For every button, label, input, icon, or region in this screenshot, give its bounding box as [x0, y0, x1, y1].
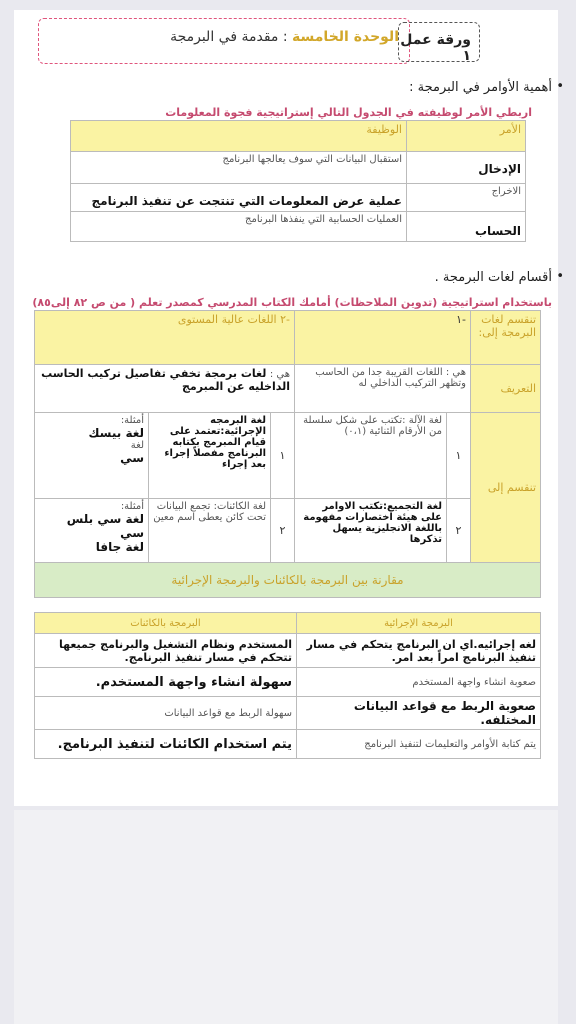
- comparison-table: [34, 612, 541, 759]
- command-answer: الإدخال: [478, 162, 521, 176]
- examples-cell-1: [35, 413, 149, 499]
- object-point-3: سهولة الربط مع قواعد البيانات: [35, 697, 297, 730]
- procedural-point-2: صعوبة انشاء واجهة المستخدم: [297, 668, 541, 697]
- object-point-2: سهولة انشاء واجهة المستخدم.: [35, 668, 297, 697]
- unit-name: : مقدمة في البرمجة: [170, 29, 288, 45]
- example-basic: لغة بيسك: [88, 426, 145, 440]
- commands-table: [70, 120, 526, 242]
- function-cell-3: [71, 212, 407, 242]
- example-java: لغة جافا: [95, 540, 145, 554]
- high-item-number-1: ١: [271, 413, 295, 499]
- object-header: البرمجة بالكائنات: [35, 613, 297, 634]
- low-item-number-1: ١: [447, 413, 471, 499]
- high-level-header: -٢ اللغات عالية المستوى: [35, 311, 295, 365]
- assembly-language: لغة التجميع:تكتب الاوامر على هيئة اختصارات مفهومة باللغة الانجليزية يسهل تذكرها: [295, 499, 447, 563]
- function-printed: العمليات الحسابية التي ينفذها البرنامج: [245, 214, 402, 225]
- example-c: سي: [120, 451, 145, 465]
- function-printed: استقبال البيانات التي سوف يعالجها البرنامج: [222, 154, 402, 165]
- worksheet-number: ورقة عمل ١: [400, 32, 471, 64]
- section1-instruction: اربطي الأمر لوظيفته في الجدول التالي إستراتيجية فجوة المعلومات: [165, 106, 532, 119]
- procedural-point-3: صعوبة الربط مع قواعد البيانات المختلفه.: [297, 697, 541, 730]
- procedural-point-4: يتم كتابة الأوامر والتعليمات لتنفيذ البرنامج: [297, 730, 541, 759]
- command-answer: الحساب: [474, 224, 521, 238]
- command-cell-2: [407, 184, 526, 212]
- unit-label: الوحدة الخامسة: [292, 29, 399, 45]
- blank-area: [14, 810, 558, 1024]
- machine-language: لغة الآلة :تكتب على شكل سلسلة من الأرقام الثنائية (٠،١): [295, 413, 447, 499]
- command-cell-3: [407, 212, 526, 242]
- function-cell-1: [71, 152, 407, 184]
- high-level-definition-answer: لغات برمجة تخفي تفاصيل تركيب الحاسب الداخليه عن المبرمج: [41, 367, 291, 393]
- worksheet-number-box: [398, 22, 480, 62]
- object-point-4: يتم استخدام الكائنات لتنفيذ البرنامج.: [35, 730, 297, 759]
- examples-cell-2: [35, 499, 149, 563]
- low-item-number-2: ٢: [447, 499, 471, 563]
- function-answer: عملية عرض المعلومات التي تنتجت عن تنفيذ البرنامج: [91, 194, 402, 208]
- function-header: الوظيفة: [71, 121, 407, 152]
- section2-heading: أقسام لغات البرمجة . •: [435, 270, 552, 285]
- definition-prefix: هي :: [269, 369, 291, 380]
- procedural-header: البرمجة الإجرائية: [297, 613, 541, 634]
- low-level-header: -١: [295, 311, 471, 365]
- unit-title: [170, 29, 399, 45]
- command-header: الأمر: [407, 121, 526, 152]
- examples-label: أمثلة:: [120, 501, 145, 512]
- procedural-language: لغة البرمجه الإجرائية:تعتمد على قيام المبرمج بكتابه البرنامج مفصلاً إجراء بعد إجراء: [149, 413, 271, 499]
- object-language: لغة الكائنات: تجمع البيانات تحت كائن يعطى اسم معين: [149, 499, 271, 563]
- comparison-title: مقارنة بين البرمجة بالكائنات والبرمجة الإجرائية: [35, 563, 541, 598]
- section2-instruction: باستخدام استراتيجية (تدوين الملاحظات) أمامك الكتاب المدرسي كمصدر تعلم ( من ص ٨٢ إلى٨٥): [32, 296, 552, 309]
- object-point-1: المستخدم ونظام التشغيل والبرنامج جميعها تتحكم في مسار تنفيذ البرنامج.: [35, 634, 297, 668]
- languages-table: [34, 310, 541, 598]
- function-cell-2: [71, 184, 407, 212]
- section1-heading: أهمية الأوامر في البرمجة : •: [409, 80, 552, 95]
- command-printed: الاخراج: [491, 186, 521, 197]
- example-c-prefix: لغة: [130, 440, 145, 451]
- high-level-definition: [35, 365, 295, 413]
- split-label: تنقسم إلى: [471, 413, 541, 563]
- unit-title-box: [38, 18, 410, 64]
- low-level-definition: هي : اللغات القريبة جدا من الحاسب وتظهر التركيب الداخلي له: [295, 365, 471, 413]
- command-cell-1: [407, 152, 526, 184]
- procedural-point-1: لغه إجرائيه.اي ان البرنامج يتحكم في مسار تنفيذ البرنامج امراً بعد امر.: [297, 634, 541, 668]
- row-head-languages: تنقسم لغات البرمجة إلى:: [471, 311, 541, 365]
- examples-label: أمثلة:: [120, 415, 145, 426]
- example-cpp: لغة سي بلس سي: [66, 512, 145, 540]
- high-item-number-2: ٢: [271, 499, 295, 563]
- definition-label: التعريف: [471, 365, 541, 413]
